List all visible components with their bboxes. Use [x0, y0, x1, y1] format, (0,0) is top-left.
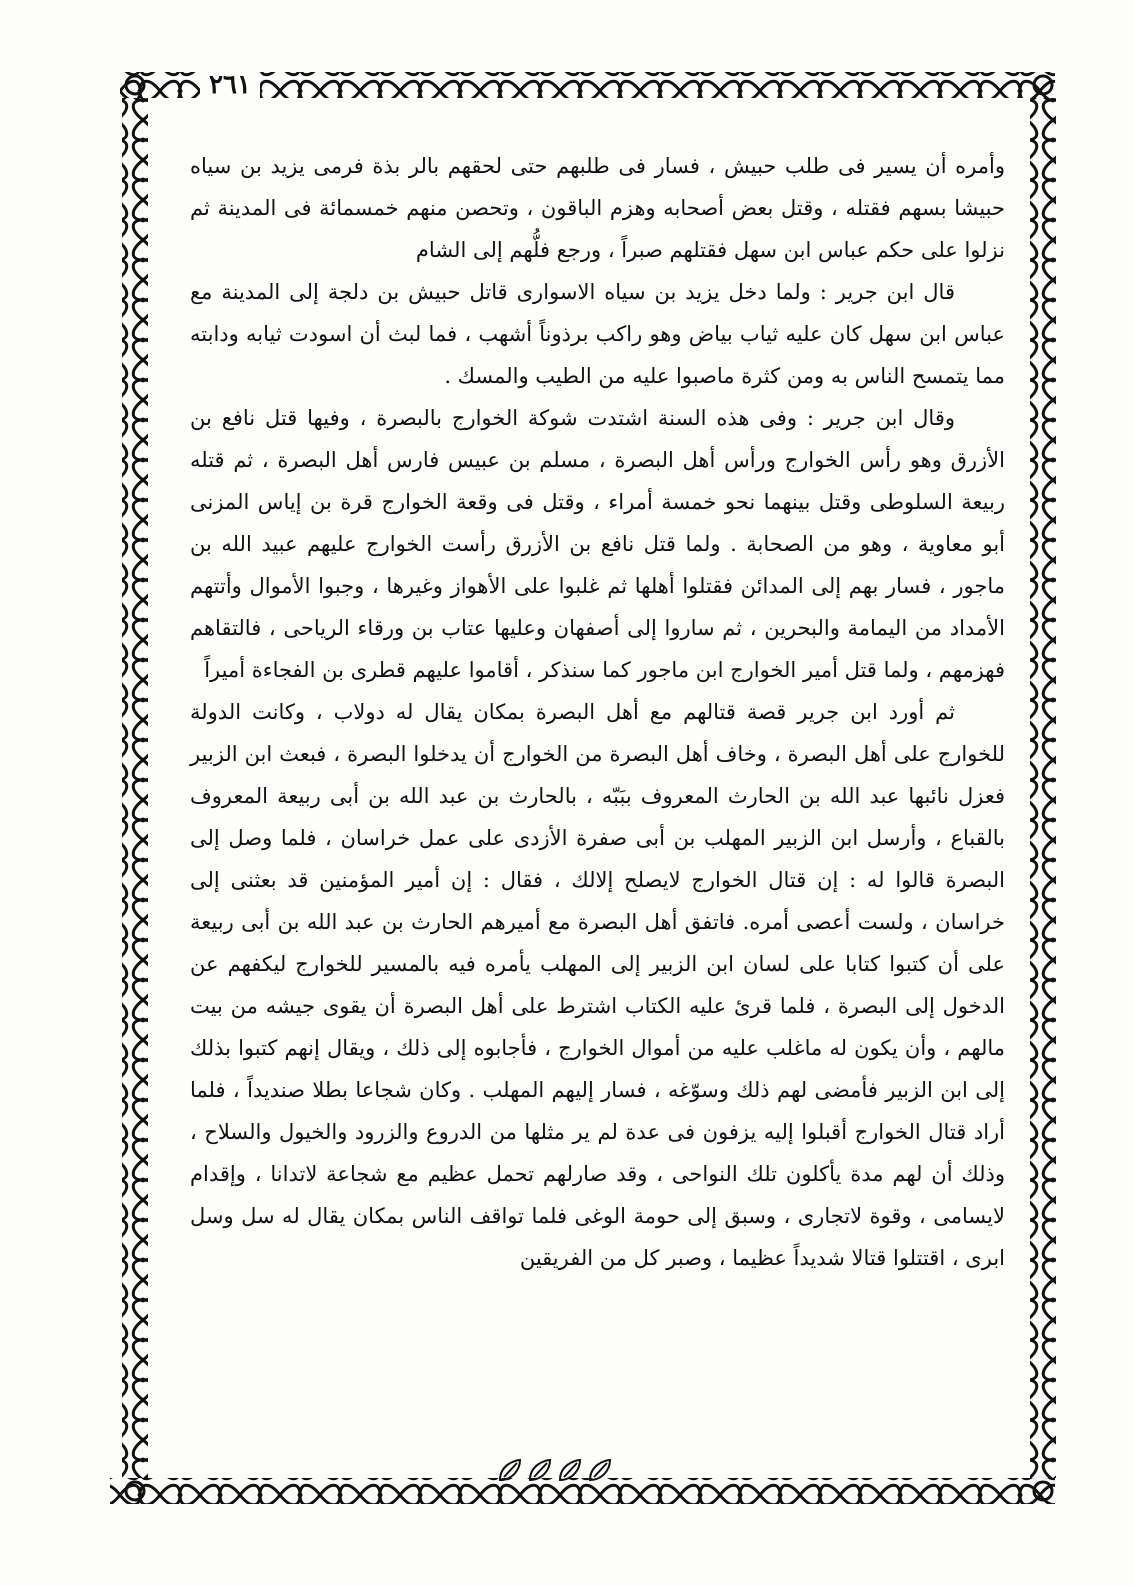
paragraph-3: وقال ابن جرير : وفى هذه السنة اشتدت شوكة الخوارج بالبصرة ، وفيها قتل نافع بن الأزرق وهو رأس الخوارج ورأس أهل البصرة ، مسلم بن عبيس فارس أهل البصرة ، ثم قتله ربيعة السلوطى وقتل بينهما نحو خمسة أمراء ، وقتل فى وقعة الخوارج قرة بن إياس المزنى أبو معاوية ، وهو من الصحابة . ولما قتل نافع بن الأزرق رأست الخوارج عليهم عبيد الله بن ماجور ، فسار بهم إلى المدائن فقتلوا أهلها ثم غلبوا على الأهواز وغيرها ، وجبوا الأموال وأتتهم الأمداد من اليمامة والبحرين ، ثم ساروا إلى أصفهان وعليها عتاب بن ورقاء الرياحى ، فالتقاهم فهزمهم ، ولما قتل أمير الخوارج ابن ماجور كما سنذكر ، أقاموا عليهم قطرى بن الفجاءة أميراً [190, 406, 1005, 682]
paragraph-1: وأمره أن يسير فى طلب حبيش ، فسار فى طلبهم حتى لحقهم بالر بذة فرمى يزيد بن سياه حبيشا بسهم فقتله ، وقتل بعض أصحابه وهزم الباقون ، وتحصن منهم خمسمائة فى المدينة ثم نزلوا على حكم عباس ابن سهل فقتلهم صبراً ، ورجع فلُّهم إلى الشام [190, 154, 1006, 262]
main-text [190, 145, 1005, 1279]
leaf-ornament-icon [490, 1455, 630, 1485]
paragraph-2: قال ابن جرير : ولما دخل يزيد بن سياه الاسوارى قاتل حبيش بن دلجة إلى المدينة مع عباس ابن سهل كان عليه ثياب بياض وهو راكب برذوناً أشهب ، فما لبث أن اسودت ثيابه ودابته مما يتمسح الناس به ومن كثرة ماصبوا عليه من الطيب والمسك . [190, 280, 1005, 388]
paragraph-4: ثم أورد ابن جرير قصة قتالهم مع أهل البصرة بمكان يقال له دولاب ، وكانت الدولة للخوارج على أهل البصرة ، وخاف أهل البصرة من الخوارج أن يدخلوا البصرة ، فبعث ابن الزبير فعزل نائبها عبد الله بن الحارث المعروف ببَبّه ، بالحارث بن عبد الله بن أبى ربيعة المعروف بالقباع ، وأرسل ابن الزبير المهلب بن أبى صفرة الأزدى على عمل خراسان ، فلما وصل إلى البصرة قالوا له : إن قتال الخوارج لايصلح إلالك ، فقال : إن أمير المؤمنين قد بعثنى إلى خراسان ، ولست أعصى أمره. فاتفق أهل البصرة مع أميرهم الحارث بن عبد الله بن أبى ربيعة على أن كتبوا كتابا على لسان ابن الزبير إلى المهلب يأمره فيه بالمسير للخوارج ليكفهم عن الدخول إلى البصرة ، فلما قرئ عليه الكتاب اشترط على أهل البصرة أن يقوى جيشه من بيت مالهم ، وأن يكون له ماغلب عليه من أموال الخوارج ، فأجابوه إلى ذلك ، ويقال إنهم كتبوا بذلك إلى ابن الزبير فأمضى لهم ذلك وسوّغه ، فسار إليهم المهلب . وكان شجاعا بطلا صنديداً ، فلما أراد قتال الخوارج أقبلوا إليه يزفون فى عدة لم ير مثلها من الدروع والزرود والخيول والسلاح ، وذلك أن لهم مدة يأكلون تلك النواحى ، وقد صارلهم تحمل عظيم مع شجاعة لاتدانا ، وإقدام لايسامى ، وقوة لاتجارى ، وسبق إلى حومة الوغى فلما تواقف الناس بمكان يقال له سل وسل ابرى ، اقتتلوا قتالا شديداً عظيما ، وصبر كل من الفريقين [190, 700, 1005, 1270]
page-number: ٢٦١ [200, 70, 260, 100]
